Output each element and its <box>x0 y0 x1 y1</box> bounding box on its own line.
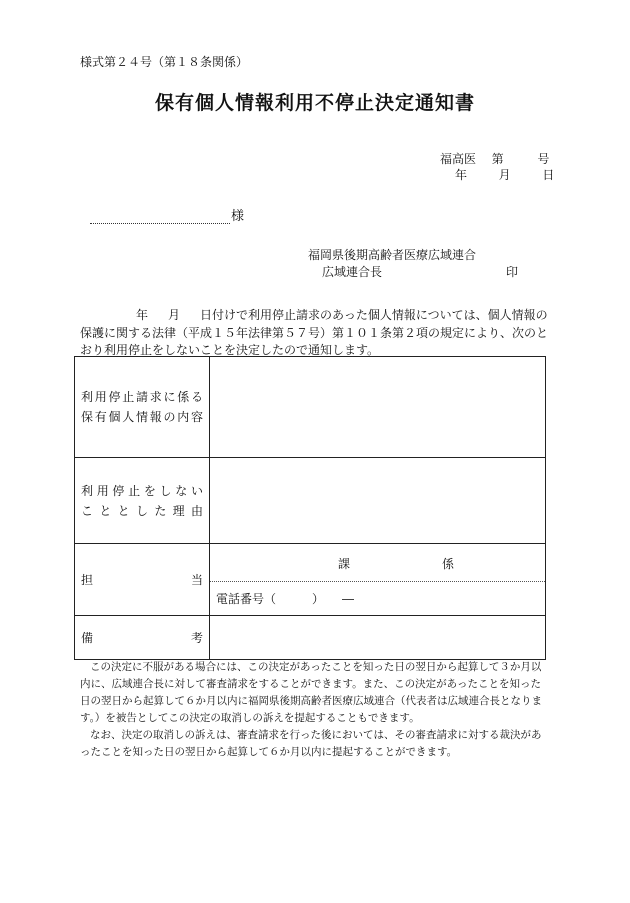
appeal-note-paragraph-2: なお、決定の取消しの訴えは、審査請求を行った後においては、その審査請求に対する裁決があったことを知った日の翌日から起算して６か月以内に提起することができます。 <box>80 729 542 758</box>
document-number <box>440 150 549 167</box>
table-row <box>75 616 546 660</box>
date-day-label: 日 <box>542 168 555 182</box>
staff-section-line <box>210 544 545 582</box>
requested-info-label-cell <box>75 357 210 458</box>
intro-month-label: 月 <box>168 308 181 322</box>
staff-label-cell <box>75 544 210 616</box>
date-year-label: 年 <box>455 168 468 182</box>
issuer-seal-mark: 印 <box>506 265 519 279</box>
remarks-label-cell <box>75 616 210 660</box>
staff-label-left: 担 <box>81 573 94 587</box>
issue-date <box>455 166 554 183</box>
document-number-go: 号 <box>537 152 550 166</box>
staff-section-label: 課 <box>338 557 351 571</box>
addressee-blank-line <box>90 209 230 224</box>
decision-table <box>74 356 546 660</box>
table-row <box>75 458 546 544</box>
addressee-honorific: 様 <box>231 209 245 224</box>
reason-label-line1: 利用停止をしない <box>81 483 203 498</box>
reason-value-cell[interactable] <box>210 458 546 544</box>
remarks-label-left: 備 <box>81 631 94 645</box>
remarks-label <box>75 629 209 646</box>
document-number-dai: 第 <box>491 152 504 166</box>
intro-text: 日付けで利用停止請求のあった個人情報については、個人情報の保護に関する法律（平成１５年法律第５７号）第１０１条第２項の規定により、次のとおり利用停止をしないことを決定したので通知します。 <box>80 308 549 357</box>
intro-year-label: 年 <box>136 308 149 322</box>
reason-label-line2: こととした理由 <box>81 503 203 518</box>
staff-label-right: 当 <box>190 573 203 587</box>
staff-value-cell <box>210 544 546 616</box>
table-row <box>75 357 546 458</box>
issuer-organization: 福岡県後期高齢者医療広域連合 <box>308 248 477 262</box>
staff-unit-label: 係 <box>442 557 455 571</box>
appeal-notes <box>80 659 550 761</box>
table-row <box>75 544 546 616</box>
staff-label <box>75 571 209 588</box>
remarks-label-right: 考 <box>190 631 203 645</box>
issuer-title: 広域連合長 <box>322 265 383 279</box>
reason-label-cell <box>75 458 210 544</box>
document-number-prefix: 福高医 <box>440 152 477 166</box>
staff-phone-label: 電話番号（ ） ― <box>216 592 355 606</box>
form-number: 様式第２４号（第１８条関係） <box>80 55 249 69</box>
document-title: 保有個人情報利用不停止決定通知書 <box>154 92 475 114</box>
addressee <box>90 205 244 224</box>
requested-info-value-cell[interactable] <box>210 357 546 458</box>
intro-paragraph <box>80 307 550 360</box>
appeal-note-paragraph-1: この決定に不服がある場合には、この決定があったことを知った日の翌日から起算して３か月以内に、広域連合長に対して審査請求をすることができます。また、この決定があったことを知った日の翌日から起算して６か月以内に福岡県後期高齢者医療広域連合（代表者は広域連合長となります。）を被告としてこの決定の取消しの訴えを提起することもできます。 <box>80 661 542 724</box>
requested-info-label-line1: 利用停止請求に係る <box>81 390 203 404</box>
requested-info-label-line2: 保有個人情報の内容 <box>81 410 203 424</box>
remarks-value-cell[interactable] <box>210 616 546 660</box>
date-month-label: 月 <box>498 168 511 182</box>
